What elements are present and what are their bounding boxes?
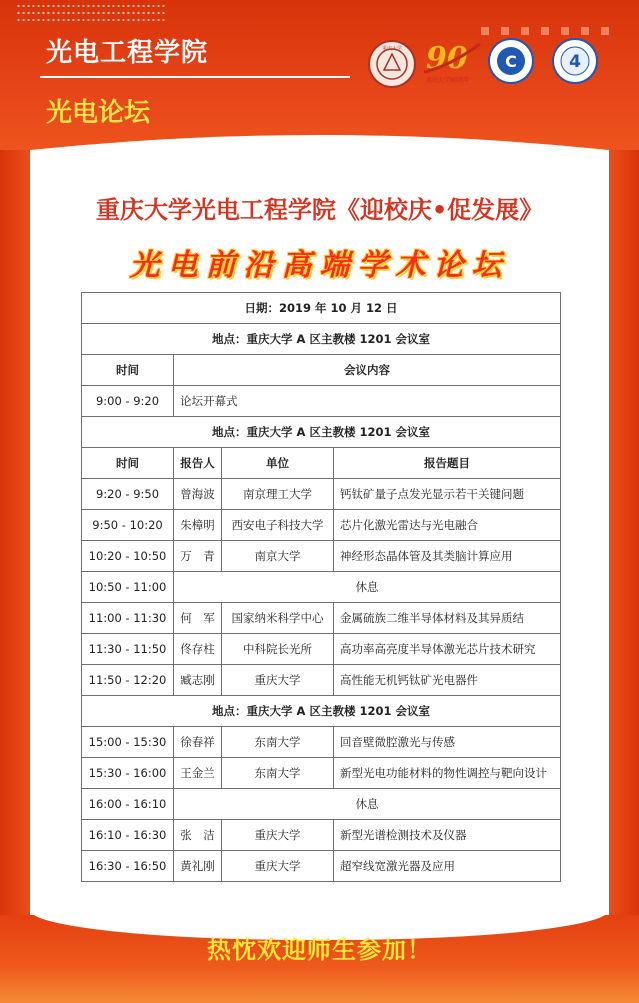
location-row <box>82 417 561 448</box>
square-pattern-decoration <box>469 20 609 39</box>
topic-cell: 金属硫族二维半导体材料及其异质结 <box>334 603 561 634</box>
time-cell: 16:00 - 16:10 <box>82 789 174 820</box>
table-row <box>82 603 561 634</box>
college-title: 光电工程学院 <box>46 38 209 68</box>
dot-pattern-decoration <box>16 4 166 22</box>
affiliation-cell: 西安电子科技大学 <box>222 510 334 541</box>
header-speaker: 报告人 <box>174 448 222 479</box>
affiliation-cell: 南京大学 <box>222 541 334 572</box>
speaker-cell: 张 洁 <box>174 820 222 851</box>
speaker-cell: 曾海波 <box>174 479 222 510</box>
time-cell: 11:50 - 12:20 <box>82 665 174 696</box>
date-row <box>82 293 561 324</box>
affiliation-cell: 东南大学 <box>222 727 334 758</box>
time-cell: 16:10 - 16:30 <box>82 820 174 851</box>
anniversary-logo-icon <box>420 36 486 86</box>
schedule-table <box>81 292 561 882</box>
speaker-cell: 徐春祥 <box>174 727 222 758</box>
speaker-cell: 何 军 <box>174 603 222 634</box>
speaker-cell: 朱樟明 <box>174 510 222 541</box>
header-content: 会议内容 <box>174 355 561 386</box>
break-row <box>82 572 561 603</box>
break-cell: 休息 <box>174 789 561 820</box>
table-row <box>82 386 561 417</box>
speaker-cell: 万 青 <box>174 541 222 572</box>
svg-text:C: C <box>505 52 517 71</box>
header-divider <box>40 76 350 78</box>
affiliation-cell: 重庆大学 <box>222 851 334 882</box>
location-row <box>82 696 561 727</box>
event-subtitle: 光电前沿高端学术论坛 <box>129 248 510 283</box>
event-title: 重庆大学光电工程学院《迎校庆•促发展》 <box>95 196 544 224</box>
college-badge-icon <box>488 38 534 84</box>
topic-cell: 芯片化激光雷达与光电融合 <box>334 510 561 541</box>
time-cell: 16:30 - 16:50 <box>82 851 174 882</box>
topic-cell: 高性能无机钙钛矿光电器件 <box>334 665 561 696</box>
break-row <box>82 789 561 820</box>
topic-cell: 新型光电功能材料的物性调控与靶向设计 <box>334 758 561 789</box>
break-cell: 休息 <box>174 572 561 603</box>
time-cell: 11:00 - 11:30 <box>82 603 174 634</box>
forum-title: 光电论坛 <box>46 98 151 128</box>
table-row <box>82 851 561 882</box>
header-time: 时间 <box>82 448 174 479</box>
affiliation-cell: 东南大学 <box>222 758 334 789</box>
location-cell: 地点：重庆大学 A 区主教楼 1201 会议室 <box>82 324 561 355</box>
time-cell: 15:00 - 15:30 <box>82 727 174 758</box>
affiliation-cell: 国家纳米科学中心 <box>222 603 334 634</box>
header-time: 时间 <box>82 355 174 386</box>
affiliation-cell: 中科院长光所 <box>222 634 334 665</box>
location-cell: 地点：重庆大学 A 区主教楼 1201 会议室 <box>82 696 561 727</box>
columns-header-row <box>82 448 561 479</box>
affiliation-cell: 重庆大学 <box>222 820 334 851</box>
location-row <box>82 324 561 355</box>
header-curve-decoration <box>0 130 639 190</box>
opening-header-row <box>82 355 561 386</box>
topic-cell: 高功率高亮度半导体激光芯片技术研究 <box>334 634 561 665</box>
table-row <box>82 510 561 541</box>
svg-text:重庆大学90周年: 重庆大学90周年 <box>426 77 470 84</box>
table-row <box>82 820 561 851</box>
svg-text:90: 90 <box>426 41 468 76</box>
university-seal-icon <box>368 40 416 88</box>
table-row <box>82 727 561 758</box>
time-cell: 15:30 - 16:00 <box>82 758 174 789</box>
topic-cell: 钙钛矿量子点发光显示若干关键问题 <box>334 479 561 510</box>
time-cell: 9:20 - 9:50 <box>82 479 174 510</box>
date-cell: 日期：2019 年 10 月 12 日 <box>82 293 561 324</box>
welcome-message: 热忱欢迎师生参加！ <box>207 936 432 964</box>
topic-cell: 神经形态晶体管及其类脑计算应用 <box>334 541 561 572</box>
speaker-cell: 佟存柱 <box>174 634 222 665</box>
time-cell: 9:50 - 10:20 <box>82 510 174 541</box>
table-row <box>82 479 561 510</box>
time-cell: 10:50 - 11:00 <box>82 572 174 603</box>
time-cell: 11:30 - 11:50 <box>82 634 174 665</box>
table-row <box>82 541 561 572</box>
topic-cell: 超窄线宽激光器及应用 <box>334 851 561 882</box>
time-cell: 9:00 - 9:20 <box>82 386 174 417</box>
speaker-cell: 黄礼刚 <box>174 851 222 882</box>
affiliation-cell: 重庆大学 <box>222 665 334 696</box>
location-cell: 地点：重庆大学 A 区主教楼 1201 会议室 <box>82 417 561 448</box>
topic-cell: 回音壁微腔激光与传感 <box>334 727 561 758</box>
table-row <box>82 758 561 789</box>
header-topic: 报告题目 <box>334 448 561 479</box>
institute-badge-icon <box>552 38 598 84</box>
table-row <box>82 634 561 665</box>
affiliation-cell: 南京理工大学 <box>222 479 334 510</box>
svg-text:重庆大学: 重庆大学 <box>381 46 403 52</box>
topic-cell: 新型光谱检测技术及仪器 <box>334 820 561 851</box>
table-row <box>82 665 561 696</box>
time-cell: 10:20 - 10:50 <box>82 541 174 572</box>
content-cell: 论坛开幕式 <box>174 386 561 417</box>
header-affiliation: 单位 <box>222 448 334 479</box>
speaker-cell: 王金兰 <box>174 758 222 789</box>
svg-text:4: 4 <box>569 52 581 72</box>
speaker-cell: 臧志刚 <box>174 665 222 696</box>
